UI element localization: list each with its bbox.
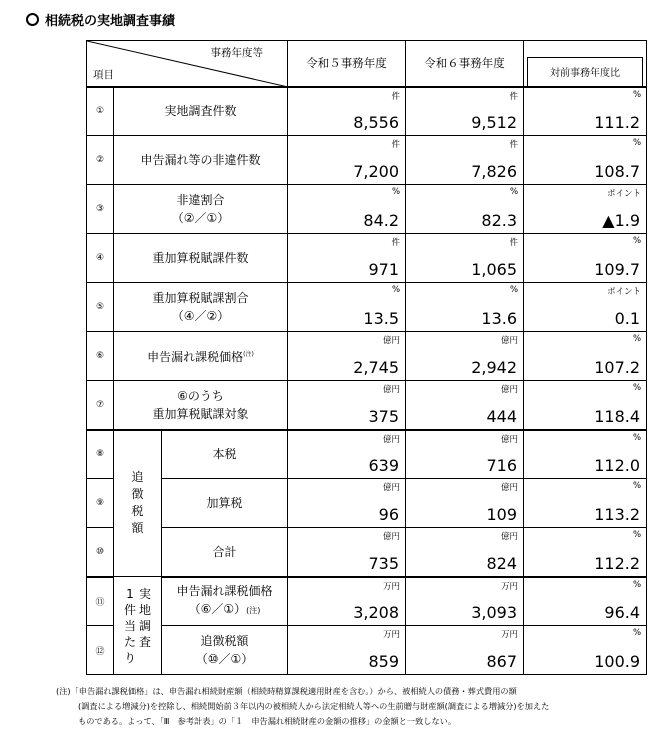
value-r5: 万円 859 [288,626,406,675]
table-row [87,332,647,381]
page-title [26,10,175,29]
value-r5: 件 8,556 [288,87,406,136]
header-comparison-text: 対前事務年度比 [527,57,643,86]
row-number: ⑪ [87,577,114,626]
table-row [87,626,647,675]
note-marker: (注) [243,351,254,358]
header-r6: 令和６事務年度 [406,41,524,87]
row-label: ⑥のうち 重加算税賦課対象 [114,381,288,430]
value-r6: % 13.6 [406,283,524,332]
value-comparison: % 107.2 [524,332,647,381]
row-number: ⑥ [87,332,114,381]
value-r5: 億円 735 [288,528,406,577]
value-r6: 億円 716 [406,430,524,479]
row-number: ⑨ [87,479,114,528]
value-r6: 件 7,826 [406,136,524,185]
row-label: 申告漏れ課税価格$^{(注)}$ [114,332,288,381]
value-r6: 億円 824 [406,528,524,577]
row-label: 非違割合 （②／①） [114,185,288,234]
value-comparison: % 96.4 [524,577,647,626]
value-comparison: % 113.2 [524,479,647,528]
row-number: ② [87,136,114,185]
row-label: 申告漏れ等の非違件数 [114,136,288,185]
value-comparison: ポイント ▲1.9 [524,185,647,234]
value-comparison: % 118.4 [524,381,647,430]
value-r5: 件 971 [288,234,406,283]
header-corner-bottom: 項目 [93,68,114,81]
value-r5: 億円 375 [288,381,406,430]
value-r6: 件 1,065 [406,234,524,283]
table-row [87,430,647,479]
table-row [87,528,647,577]
value-comparison: % 100.9 [524,626,647,675]
value-comparison: % 108.7 [524,136,647,185]
row-number: ⑤ [87,283,114,332]
inheritance-tax-audit-table [86,40,647,675]
table-header-row [87,41,647,87]
value-comparison: % 109.7 [524,234,647,283]
value-r6: 万円 867 [406,626,524,675]
row-number: ④ [87,234,114,283]
table-row [87,87,647,136]
header-corner-cell [87,41,288,87]
row-number: ⑫ [87,626,114,675]
note-marker: (注) [246,606,261,616]
circle-bullet-icon [26,13,39,26]
footnote-line-1: (注)「申告漏れ課税価格」は、申告漏れ相続財産額（相続時精算課税適用財産を含む。）から、被相続人の債務・葬式費用の額 [56,686,517,696]
footnote-line-3: ものである。よって、「Ⅲ 参考計表」の「１ 申告漏れ相続財産の金額の推移」の金額と一致しない。 [78,716,457,726]
page-title-text: 相続税の実地調査事績 [45,14,176,29]
footnote-line-2: (調査による増減分)を控除し、相続開始前３年以内の被相続人から法定相続人等への生前贈与財産額(調査による増減分)を加えた [78,701,550,711]
table-row [87,479,647,528]
row-label: 申告漏れ課税価格 （⑥／①）(注) [162,577,288,626]
value-comparison: % 111.2 [524,87,647,136]
table-row [87,234,647,283]
table-row [87,577,647,626]
value-r6: 億円 109 [406,479,524,528]
value-r6: 億円 2,942 [406,332,524,381]
row-label: 実地調査件数 [114,87,288,136]
value-r6: 万円 3,093 [406,577,524,626]
value-r6: 億円 444 [406,381,524,430]
row-number: ① [87,87,114,136]
row-label: 合計 [162,528,288,577]
group-label-tsuichou: 追 徴 税 額 [114,430,162,577]
row-label: 加算税 [162,479,288,528]
value-r5: 件 7,200 [288,136,406,185]
row-number: ⑧ [87,430,114,479]
table-row [87,185,647,234]
header-corner-top: 事務年度等 [210,47,264,59]
value-r5: % 84.2 [288,185,406,234]
value-r5: 万円 3,208 [288,577,406,626]
row-number: ⑩ [87,528,114,577]
value-comparison: % 112.2 [524,528,647,577]
table-row [87,283,647,332]
header-r5: 令和５事務年度 [288,41,406,87]
row-label: 重加算税賦課件数 [114,234,288,283]
footnote [56,684,646,729]
value-comparison: ポイント 0.1 [524,283,647,332]
value-r5: % 13.5 [288,283,406,332]
row-label: 本税 [162,430,288,479]
table-row [87,136,647,185]
value-r6: 件 9,512 [406,87,524,136]
value-r5: 億円 639 [288,430,406,479]
row-number: ③ [87,185,114,234]
row-label: 重加算税賦課割合 （④／②） [114,283,288,332]
header-comparison [524,41,647,87]
row-number: ⑦ [87,381,114,430]
table-row [87,381,647,430]
group-label-per-case: 1 件 当 た り 実 地 調 査 [114,577,162,675]
row-label: 追徴税額 （⑩／①） [162,626,288,675]
value-comparison: % 112.0 [524,430,647,479]
value-r5: 億円 96 [288,479,406,528]
value-r5: 億円 2,745 [288,332,406,381]
value-r6: % 82.3 [406,185,524,234]
